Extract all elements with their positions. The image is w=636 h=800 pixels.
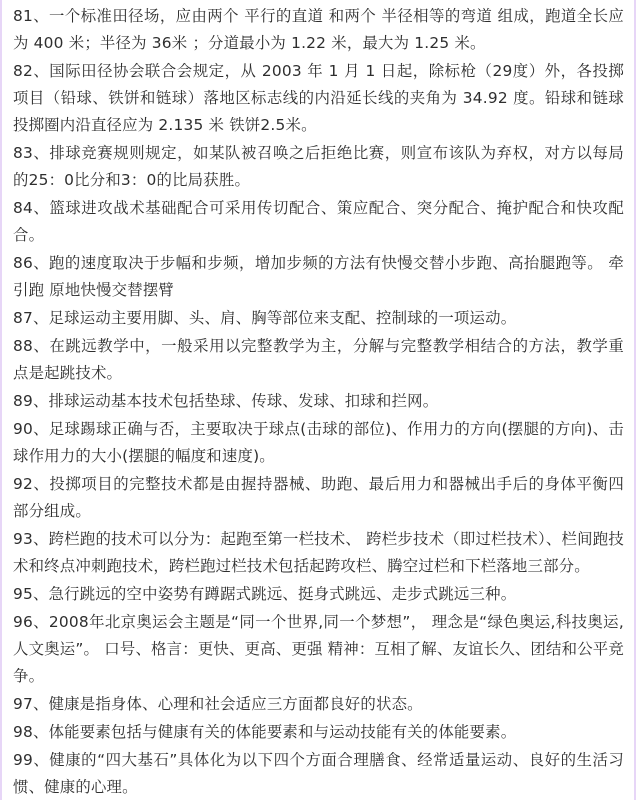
item-81: 81、一个标准田径场，应由两个 平行的直道 和两个 半径相等的弯道 组成，跑道全长应为 400 米；半径为 36米 ；分道最小为 1.22 米，最大为 1.25 米。 — [13, 7, 624, 52]
item-97: 97、健康是指身体、心理和社会适应三方面都良好的状态。 — [13, 695, 423, 713]
item-92: 92、投掷项目的完整技术都是由握持器械、助跑、最后用力和器械出手后的身体平衡四部分组成。 — [13, 475, 624, 520]
item-88: 88、在跳远教学中，一般采用以完整教学为主，分解与完整教学相结合的方法，教学重点是起跳技术。 — [13, 337, 624, 382]
item-82: 82、国际田径协会联合会规定，从 2003 年 1 月 1 日起，除标枪（29度）外，各投掷项目（铅球、铁饼和链球）落地区标志线的内沿延长线的夹角为 34.92 度。铅球和链球投掷圈内沿直径应为 2.135 米 铁饼2.5米。 — [13, 62, 624, 134]
document-page — [2, 0, 634, 800]
item-90: 90、足球踢球正确与否，主要取决于球点(击球的部位)、作用力的方向(摆腿的方向)、击球作用力的大小(摆腿的幅度和速度)。 — [13, 420, 624, 465]
item-98: 98、体能要素包括与健康有关的体能要素和与运动技能有关的体能要素。 — [13, 723, 517, 741]
item-87: 87、足球运动主要用脚、头、肩、胸等部位来支配、控制球的一项运动。 — [13, 309, 517, 327]
item-86: 86、跑的速度取决于步幅和步频，增加步频的方法有快慢交替小步跑、高抬腿跑等。 牵引跑 原地快慢交替摆臂 — [13, 254, 624, 299]
item-84: 84、篮球进攻战术基础配合可采用传切配合、策应配合、突分配合、掩护配合和快攻配合。 — [13, 199, 624, 244]
item-89: 89、排球运动基本技术包括垫球、传球、发球、扣球和拦网。 — [13, 392, 439, 410]
item-95: 95、急行跳远的空中姿势有蹲踞式跳远、挺身式跳远、走步式跳远三种。 — [13, 585, 517, 603]
item-83: 83、排球竞赛规则规定，如某队被召唤之后拒绝比赛，则宣布该队为弃权，对方以每局的25：0比分和3：0的比局获胜。 — [13, 144, 624, 189]
item-96: 96、2008年北京奥运会主题是“同一个世界,同一个梦想”， 理念是“绿色奥运,科技奥运,人文奥运”。 口号、格言：更快、更高、更强 精神：互相了解、友谊长久、团结和公平竞争。 — [13, 613, 624, 685]
item-99: 99、健康的“四大基石”具体化为以下四个方面合理膳食、经常适量运动、良好的生活习惯、健康的心理。 — [13, 751, 624, 796]
item-93: 93、跨栏跑的技术可以分为：起跑至第一栏技术、 跨栏步技术（即过栏技术）、栏间跑技术和终点冲刺跑技术，跨栏跑过栏技术包括起跨攻栏、腾空过栏和下栏落地三部分。 — [13, 530, 624, 575]
